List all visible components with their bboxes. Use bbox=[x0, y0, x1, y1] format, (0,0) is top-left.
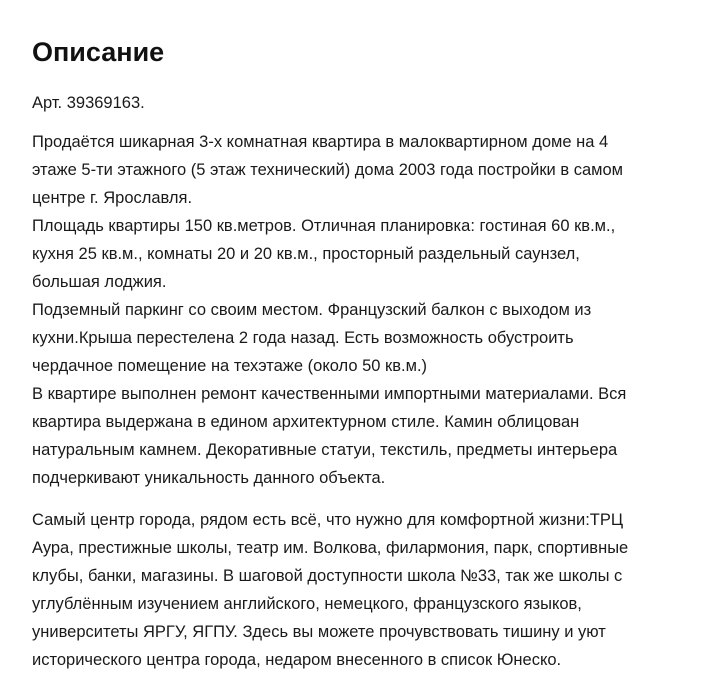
text-line: Площадь квартиры 150 кв.метров. Отличная планировка: гостиная 60 кв.м., bbox=[32, 217, 616, 235]
text-line: большая лоджия. bbox=[32, 273, 167, 291]
text-line: кухня 25 кв.м., комнаты 20 и 20 кв.м., просторный раздельный саунзел, bbox=[32, 245, 580, 263]
description-paragraph bbox=[32, 128, 626, 492]
text-line: кухни.Крыша перестелена 2 года назад. Есть возможность обустроить bbox=[32, 329, 574, 347]
text-line: В квартире выполнен ремонт качественными импортными материалами. Вся bbox=[32, 385, 627, 403]
text-line: натуральным камнем. Декоративные статуи, текстиль, предметы интерьера bbox=[32, 441, 618, 459]
article-number: Арт. 39369163. bbox=[32, 94, 145, 112]
text-line: Подземный паркинг со своим местом. Французский балкон с выходом из bbox=[32, 301, 592, 319]
text-line: центре г. Ярославля. bbox=[32, 189, 193, 207]
text-line: Самый центр города, рядом есть всё, что нужно для комфортной жизни:ТРЦ bbox=[32, 511, 624, 529]
description-paragraph bbox=[32, 506, 628, 674]
text-line: чердачное помещение на техэтаже (около 50 кв.м.) bbox=[32, 357, 428, 375]
text-line: клубы, банки, магазины. В шаговой доступности школа №33, так же школы с bbox=[32, 567, 623, 585]
text-line: квартира выдержана в едином архитектурном стиле. Камин облицован bbox=[32, 413, 580, 431]
text-line: Аура, престижные школы, театр им. Волкова, филармония, парк, спортивные bbox=[32, 539, 629, 557]
text-line: этаже 5-ти этажного (5 этаж технический) дома 2003 года постройки в самом bbox=[32, 161, 623, 179]
text-line: исторического центра города, недаром внесенного в список Юнеско. bbox=[32, 651, 562, 669]
text-line: углублённым изучением английского, немецкого, французского языков, bbox=[32, 595, 582, 613]
text-line: подчеркивают уникальность данного объекта. bbox=[32, 469, 386, 487]
text-line: Продаётся шикарная 3-х комнатная квартира в малоквартирном доме на 4 bbox=[32, 133, 609, 151]
text-line: университеты ЯРГУ, ЯГПУ. Здесь вы можете прочувствовать тишину и уют bbox=[32, 623, 606, 641]
section-title: Описание bbox=[32, 37, 165, 67]
